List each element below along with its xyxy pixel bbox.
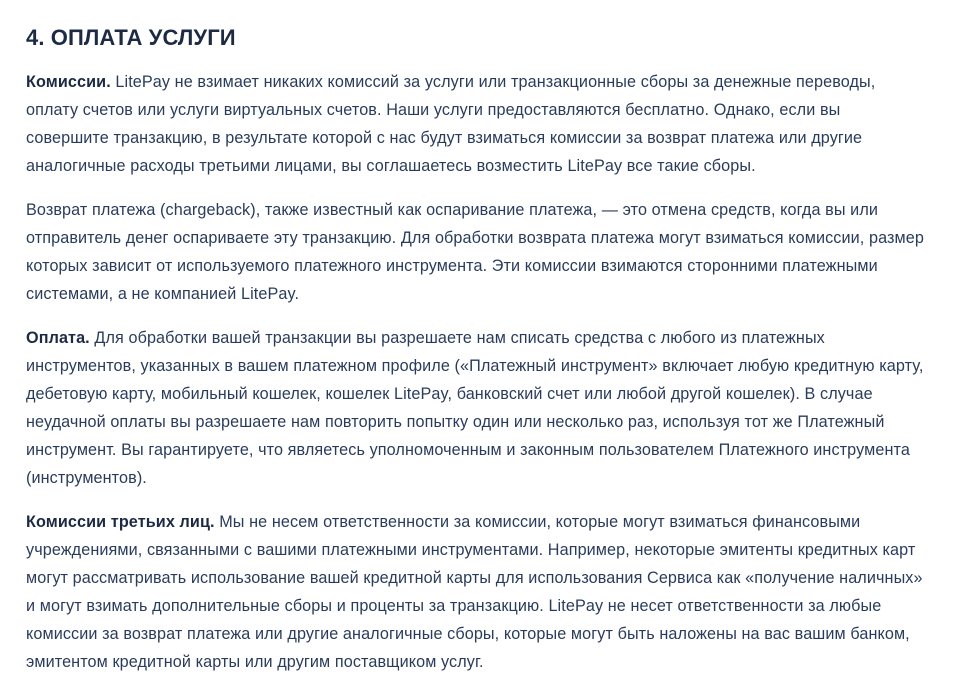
paragraph-payment <box>26 324 926 492</box>
paragraph-text: LitePay не взимает никаких комиссий за услуги или транзакционные сборы за денежные переводы, оплату счетов или услуги виртуальных счетов. Наши услуги предоставляются бесплатно. Однако, если вы совершите транзакцию, в результате которой с нас будут взиматься комиссии за возврат платежа или другие аналогичные расходы третьими лицами, вы соглашаетесь возместить LitePay все такие сборы. <box>26 73 876 175</box>
paragraph-text: Возврат платежа (chargeback), также известный как оспаривание платежа, — это отмена средств, когда вы или отправитель денег оспариваете эту транзакцию. Для обработки возврата платежа могут взиматься комиссии, размер которых зависит от используемого платежного инструмента. Эти комиссии взимаются сторонними платежными системами, а не компанией LitePay. <box>26 201 924 303</box>
section-title: 4. ОПЛАТА УСЛУГИ <box>26 25 236 50</box>
paragraph-lead: Оплата. <box>26 329 90 347</box>
paragraph-chargeback <box>26 196 926 308</box>
paragraph-lead: Комиссии. <box>26 73 111 91</box>
paragraph-fees <box>26 68 926 180</box>
paragraph-third-party-fees <box>26 508 926 676</box>
paragraph-text: Для обработки вашей транзакции вы разрешаете нам списать средства с любого из платежных инструментов, указанных в вашем платежном профиле («Платежный инструмент» включает любую кредитную карту, дебетовую карту, мобильный кошелек, кошелек LitePay, банковский счет или любой другой кошелек). В случае неудачной оплаты вы разрешаете нам повторить попытку один или несколько раз, используя тот же Платежный инструмент. Вы гарантируете, что являетесь уполномоченным и законным пользователем Платежного инструмента (инструментов). <box>26 329 924 487</box>
paragraph-lead: Комиссии третьих лиц. <box>26 513 215 531</box>
paragraph-text: Мы не несем ответственности за комиссии, которые могут взиматься финансовыми учреждениями, связанными с вашими платежными инструментами. Например, некоторые эмитенты кредитных карт могут рассматривать использование вашей кредитной карты для использования Сервиса как «получение наличных» и могут взимать дополнительные сборы и проценты за транзакцию. LitePay не несет ответственности за любые комиссии за возврат платежа или другие аналогичные сборы, которые могут быть наложены на вас вашим банком, эмитентом кредитной карты или другим поставщиком услуг. <box>26 513 923 671</box>
